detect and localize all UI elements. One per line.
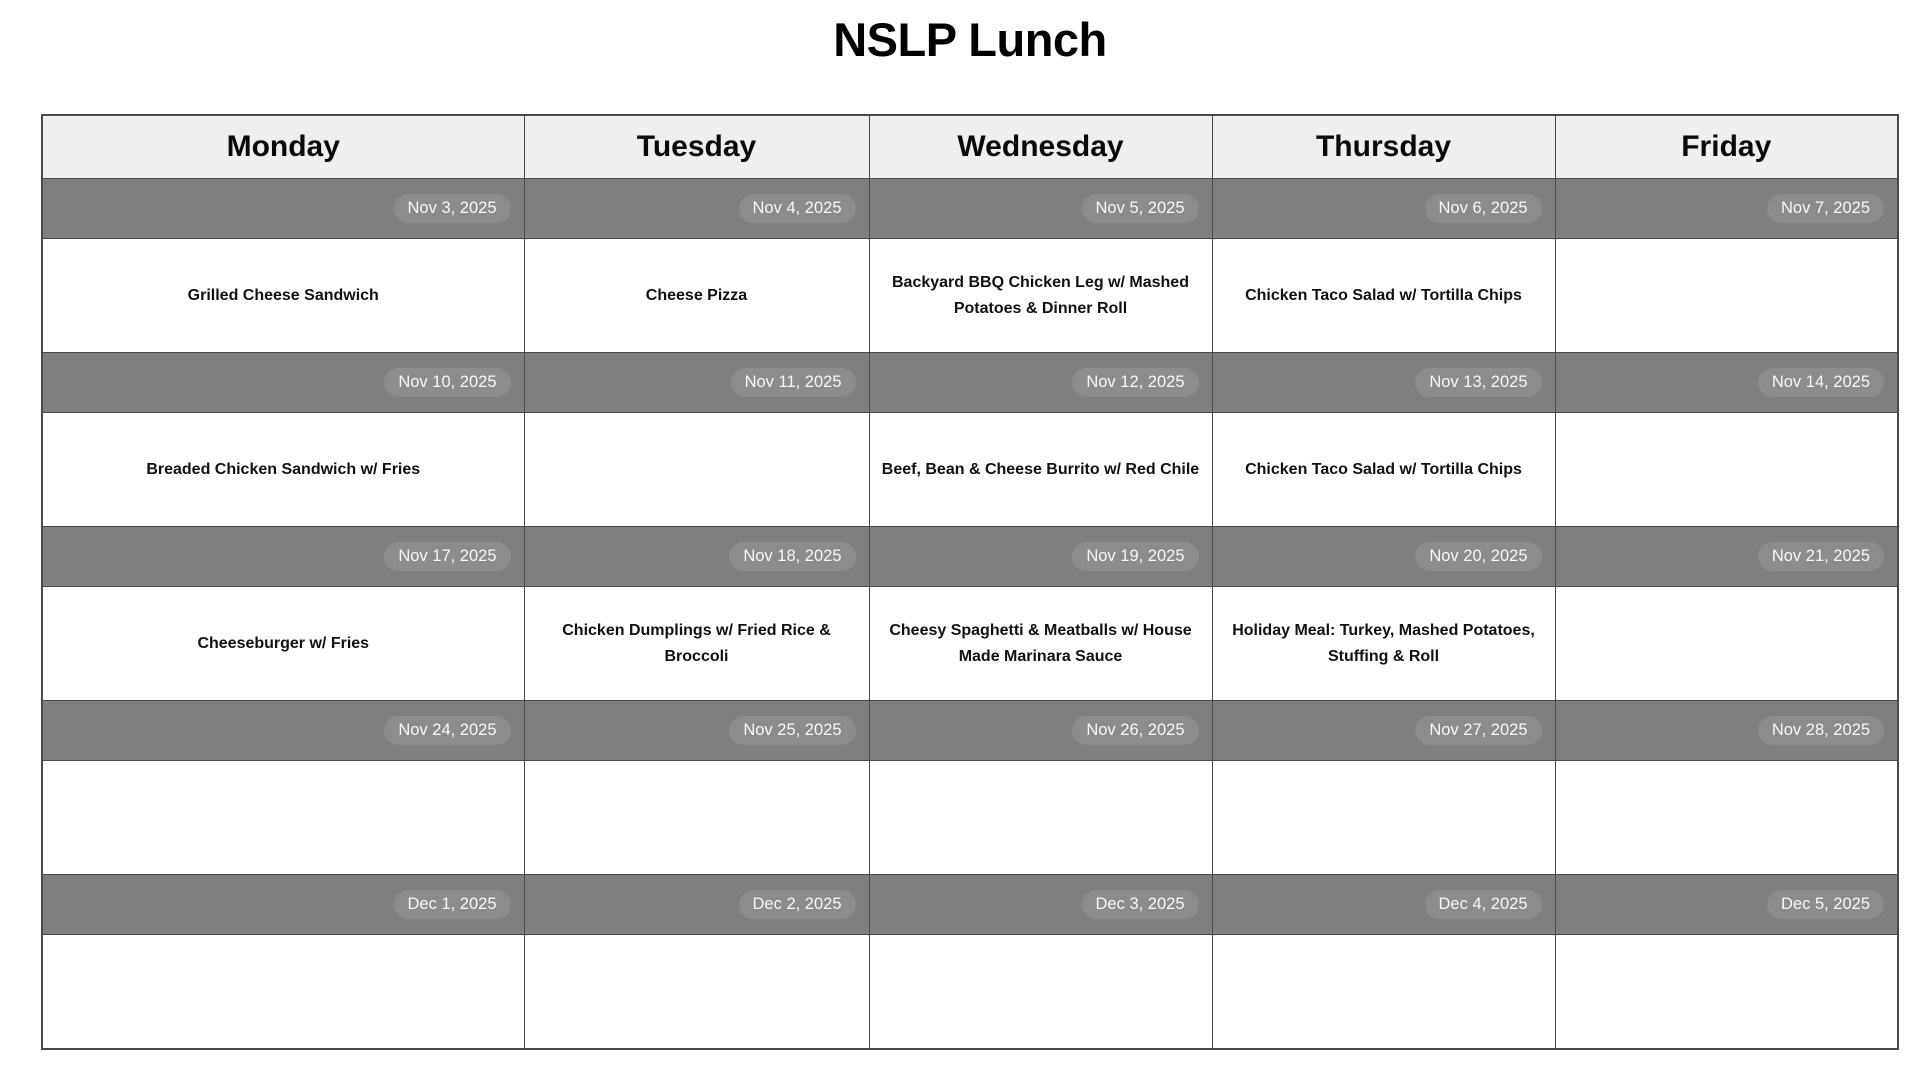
date-cell (1555, 179, 1898, 239)
meal-text: Backyard BBQ Chicken Leg w/ Mashed Potatoes & Dinner Roll (892, 273, 1189, 317)
meal-cell (869, 935, 1212, 1050)
meal-cell (1212, 935, 1555, 1050)
meal-cell (869, 239, 1212, 353)
meal-cell (1555, 761, 1898, 875)
meal-text: Beef, Bean & Cheese Burrito w/ Red Chile (881, 460, 1200, 478)
meal-cell (869, 587, 1212, 701)
week-date-row (42, 875, 1898, 935)
date-badge: Dec 3, 2025 (1082, 890, 1199, 920)
meal-text: Cheesy Spaghetti & Meatballs w/ House Made Marinara Sauce (889, 621, 1192, 665)
date-cell (1212, 875, 1555, 935)
meal-cell (524, 761, 869, 875)
meal-cell (1555, 413, 1898, 527)
date-badge: Nov 7, 2025 (1767, 194, 1884, 224)
meal-text: Chicken Dumplings w/ Fried Rice & Broccoli (562, 621, 831, 665)
date-cell (1212, 527, 1555, 587)
week-meal-row (42, 761, 1898, 875)
meal-cell (524, 413, 869, 527)
meal-cell (42, 413, 524, 527)
date-cell (42, 527, 524, 587)
date-badge: Nov 27, 2025 (1415, 716, 1541, 746)
date-badge: Nov 12, 2025 (1072, 368, 1198, 398)
meal-text: Holiday Meal: Turkey, Mashed Potatoes, Stuffing & Roll (1232, 621, 1535, 665)
date-badge: Dec 2, 2025 (739, 890, 856, 920)
date-cell (1212, 353, 1555, 413)
day-header-wednesday: Wednesday (869, 115, 1212, 179)
date-cell (1555, 353, 1898, 413)
date-cell (524, 527, 869, 587)
week-meal-row (42, 935, 1898, 1050)
meal-cell (42, 935, 524, 1050)
meal-text: Chicken Taco Salad w/ Tortilla Chips (1245, 460, 1522, 478)
meal-cell (869, 761, 1212, 875)
date-badge: Nov 25, 2025 (729, 716, 855, 746)
page-title: NSLP Lunch (833, 13, 1107, 66)
date-cell (869, 527, 1212, 587)
meal-text: Grilled Cheese Sandwich (187, 286, 379, 304)
meal-cell (1212, 413, 1555, 527)
date-cell (869, 179, 1212, 239)
meal-cell (1212, 239, 1555, 353)
date-badge: Nov 13, 2025 (1415, 368, 1541, 398)
date-badge: Nov 24, 2025 (384, 716, 510, 746)
date-cell (1555, 527, 1898, 587)
date-badge: Nov 10, 2025 (384, 368, 510, 398)
date-cell (42, 179, 524, 239)
date-cell (42, 353, 524, 413)
date-cell (524, 353, 869, 413)
meal-cell (1212, 587, 1555, 701)
week-meal-row (42, 587, 1898, 701)
date-badge: Nov 6, 2025 (1425, 194, 1542, 224)
meal-cell (1555, 935, 1898, 1050)
date-badge: Dec 1, 2025 (394, 890, 511, 920)
date-badge: Nov 3, 2025 (394, 194, 511, 224)
date-cell (869, 701, 1212, 761)
date-badge: Nov 17, 2025 (384, 542, 510, 572)
date-cell (42, 701, 524, 761)
menu-calendar-table (41, 114, 1899, 1050)
meal-text: Chicken Taco Salad w/ Tortilla Chips (1245, 286, 1522, 304)
week-date-row (42, 701, 1898, 761)
week-date-row (42, 179, 1898, 239)
date-badge: Nov 26, 2025 (1072, 716, 1198, 746)
date-badge: Dec 4, 2025 (1425, 890, 1542, 920)
day-header-tuesday: Tuesday (524, 115, 869, 179)
date-badge: Nov 20, 2025 (1415, 542, 1541, 572)
date-cell (1555, 701, 1898, 761)
date-cell (1212, 701, 1555, 761)
meal-text: Cheese Pizza (645, 286, 748, 304)
meal-cell (42, 587, 524, 701)
date-cell (524, 875, 869, 935)
date-badge: Nov 5, 2025 (1082, 194, 1199, 224)
date-cell (1555, 875, 1898, 935)
date-badge: Nov 14, 2025 (1758, 368, 1884, 398)
day-header-monday: Monday (42, 115, 524, 179)
meal-cell (869, 413, 1212, 527)
meal-cell (524, 935, 869, 1050)
meal-text: Cheeseburger w/ Fries (197, 634, 370, 652)
date-cell (42, 875, 524, 935)
week-meal-row (42, 413, 1898, 527)
date-cell (524, 701, 869, 761)
week-meal-row (42, 239, 1898, 353)
day-header-friday: Friday (1555, 115, 1898, 179)
day-header-thursday: Thursday (1212, 115, 1555, 179)
date-badge: Nov 4, 2025 (739, 194, 856, 224)
meal-text: Breaded Chicken Sandwich w/ Fries (146, 460, 421, 478)
date-cell (1212, 179, 1555, 239)
date-badge: Nov 21, 2025 (1758, 542, 1884, 572)
meal-cell (42, 761, 524, 875)
date-badge: Nov 19, 2025 (1072, 542, 1198, 572)
date-badge: Nov 11, 2025 (731, 368, 856, 398)
meal-cell (524, 587, 869, 701)
meal-cell (1212, 761, 1555, 875)
day-header-row (42, 115, 1898, 179)
meal-cell (1555, 239, 1898, 353)
week-date-row (42, 353, 1898, 413)
meal-cell (42, 239, 524, 353)
date-cell (869, 353, 1212, 413)
date-cell (524, 179, 869, 239)
week-date-row (42, 527, 1898, 587)
meal-cell (1555, 587, 1898, 701)
date-cell (869, 875, 1212, 935)
date-badge: Nov 28, 2025 (1758, 716, 1884, 746)
meal-cell (524, 239, 869, 353)
date-badge: Nov 18, 2025 (729, 542, 855, 572)
date-badge: Dec 5, 2025 (1767, 890, 1884, 920)
